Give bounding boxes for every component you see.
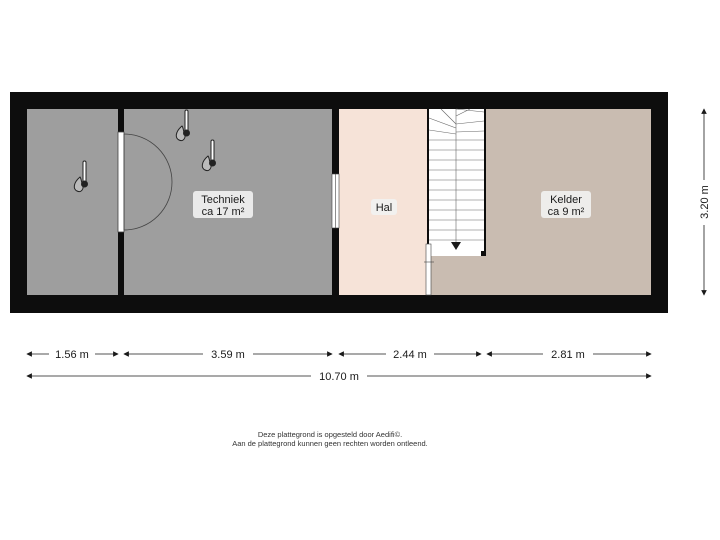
dimension-line-3: [339, 349, 481, 361]
dimension-label-height: 3.20 m: [699, 185, 711, 219]
dimension-line-total: [27, 371, 651, 383]
techniek-floor-left: [27, 109, 118, 295]
credit-line-1: Deze plattegrond is opgesteld door Aedifi©.: [257, 430, 403, 439]
dimension-line-2: [124, 349, 332, 361]
kelder-floor-extension: [431, 256, 486, 295]
dimension-label: 1.56 m: [55, 349, 89, 361]
room-area-techniek: ca 17 m²: [201, 206, 245, 218]
room-label-kelder: [541, 191, 591, 218]
room-name-hal: Hal: [375, 202, 393, 214]
room-name-techniek: Techniek: [201, 194, 245, 206]
room-area-kelder: ca 9 m²: [547, 206, 585, 218]
door-opening-hal-kelder[interactable]: [426, 244, 431, 295]
dimension-line-height: [699, 109, 711, 295]
staircase: [429, 109, 484, 256]
room-label-hal: [371, 199, 397, 215]
dimension-line-1: [27, 349, 118, 361]
dimension-label: 3.59 m: [211, 349, 245, 361]
dimension-line-4: [487, 349, 651, 361]
dimension-label: 2.44 m: [393, 349, 427, 361]
dimension-label: 2.81 m: [551, 349, 585, 361]
room-label-techniek: [193, 191, 253, 218]
credit-line-2: Aan de plattegrond kunnen geen rechten worden ontleend.: [232, 439, 428, 448]
dimension-label-total: 10.70 m: [319, 371, 359, 383]
room-name-kelder: Kelder: [550, 194, 582, 206]
credit-note: [180, 430, 480, 448]
